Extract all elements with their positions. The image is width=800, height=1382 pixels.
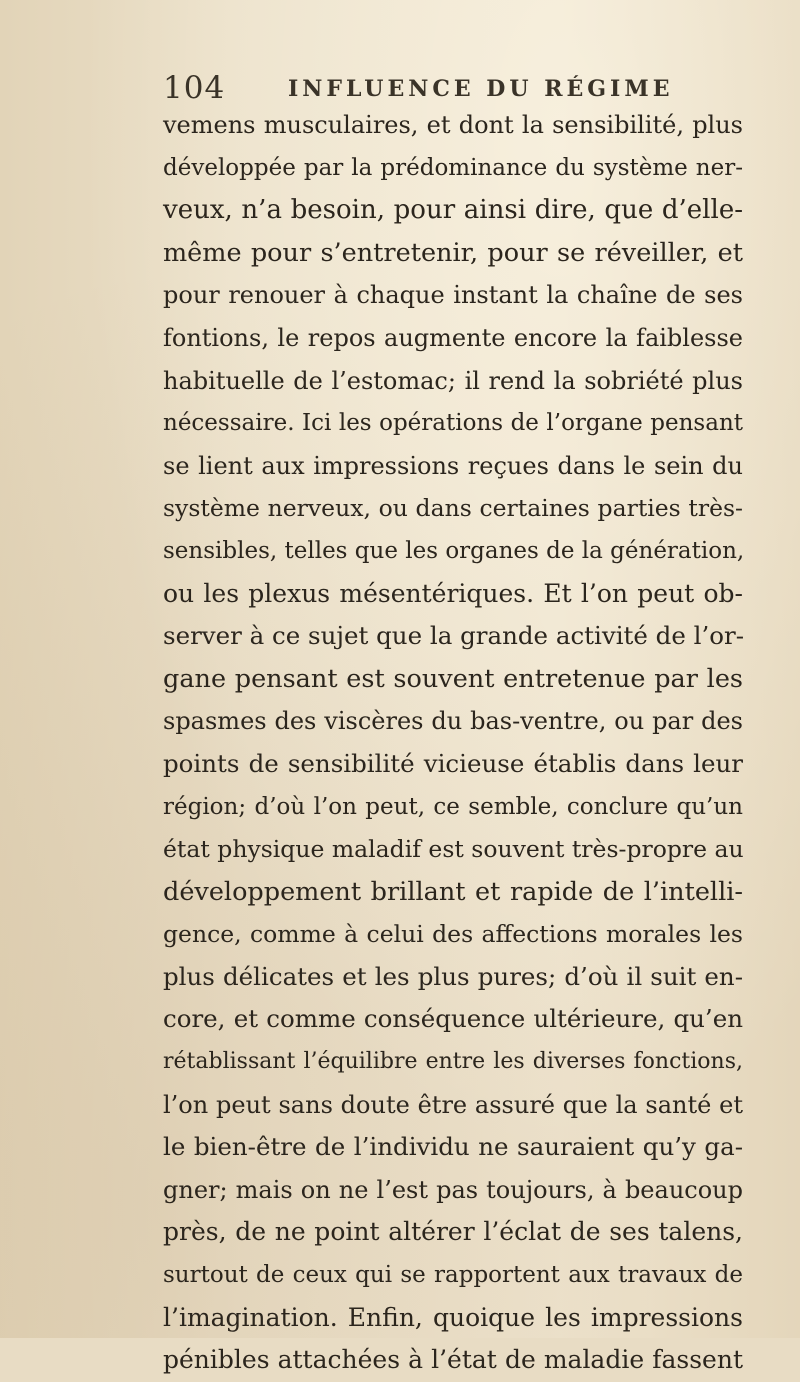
text-line: rétablissant l’équilibre entre les diverses fonctions,: [163, 1049, 743, 1075]
text-line: vemens musculaires, et dont la sensibilité, plus: [163, 111, 743, 139]
text-line: système nerveux, ou dans certaines parties très-: [163, 494, 743, 523]
text-line: veux, n’a besoin, pour ainsi dire, que d’elle-: [163, 195, 743, 226]
text-line: l’on peut sans doute être assuré que la santé et: [163, 1090, 743, 1119]
page-number: 104: [163, 70, 226, 106]
text-line: spasmes des viscères du bas-ventre, ou par des: [163, 707, 743, 736]
text-line: gane pensant est souvent entretenue par les: [163, 663, 743, 694]
text-line: plus délicates et les plus pures; d’où il suit en-: [163, 961, 743, 991]
text-line: se lient aux impressions reçues dans le sein du: [163, 451, 743, 480]
text-line: région; d’où l’on peut, ce semble, conclure qu’un: [163, 793, 743, 820]
text-line: sensibles, telles que les organes de la génération,: [163, 537, 745, 564]
text-line: même pour s’entretenir, pour se réveiller, et: [163, 237, 743, 268]
text-line: server à ce sujet que la grande activité de l’or-: [163, 621, 744, 651]
text-line: le bien-être de l’individu ne sauraient qu’y ga-: [163, 1132, 743, 1162]
running-head: INFLUENCE DU RÉGIME: [288, 76, 674, 102]
text-line: nécessaire. Ici les opérations de l’organe pensant: [163, 410, 743, 437]
text-line: état physique maladif est souvent très-propre au: [163, 835, 744, 864]
text-line: surtout de ceux qui se rapportent aux travaux de: [163, 1262, 743, 1289]
text-line: développement brillant et rapide de l’intelli-: [163, 876, 743, 907]
text-line: ou les plexus mésentériques. Et l’on peut ob-: [163, 578, 743, 608]
text-line: près, de ne point altérer l’éclat de ses talens,: [163, 1217, 743, 1247]
text-line: pénibles attachées à l’état de maladie fassent: [163, 1345, 743, 1375]
text-line: gner; mais on ne l’est pas toujours, à beaucoup: [163, 1175, 743, 1204]
text-line: gence, comme à celui des affections morales les: [163, 920, 743, 949]
text-line: pour renouer à chaque instant la chaîne de ses: [163, 281, 743, 310]
text-line: core, et comme conséquence ultérieure, qu’en: [163, 1004, 743, 1034]
text-line: habituelle de l’estomac; il rend la sobriété plus: [163, 366, 743, 395]
text-line: points de sensibilité vicieuse établis dans leur: [163, 748, 743, 778]
body-text: [163, 104, 743, 1382]
text-line: développée par la prédominance du système ner-: [163, 154, 743, 181]
text-line: l’imagination. Enfin, quoique les impressions: [163, 1302, 743, 1332]
text-line: fontions, le repos augmente encore la faiblesse: [163, 323, 743, 352]
